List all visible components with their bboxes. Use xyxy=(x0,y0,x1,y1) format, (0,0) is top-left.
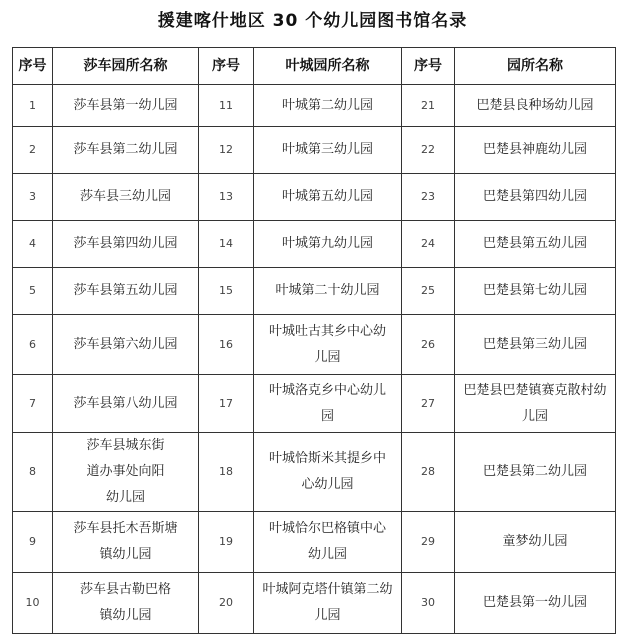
shache-name-cell xyxy=(53,221,199,268)
shache-name-cell-text: 莎车县第六幼儿园 xyxy=(73,336,178,352)
seq-cell-1 xyxy=(13,573,53,634)
bachu-name-cell-text: 巴楚县第二幼儿园 xyxy=(482,464,587,479)
seq-cell-2-text: 17 xyxy=(219,396,233,410)
table-row xyxy=(13,127,616,174)
bachu-name-cell xyxy=(455,221,616,268)
seq-cell-2 xyxy=(199,315,254,375)
bachu-name-cell-text: 巴楚县神鹿幼儿园 xyxy=(482,142,587,157)
bachu-name-cell-text: 巴楚县第四幼儿园 xyxy=(482,189,587,204)
seq-cell-3 xyxy=(402,221,455,268)
yecheng-name-cell xyxy=(254,174,402,221)
seq-cell-3 xyxy=(402,512,455,573)
bachu-name-cell xyxy=(455,315,616,375)
seq-cell-3-text: 23 xyxy=(421,190,435,203)
seq-cell-3-text: 30 xyxy=(421,596,435,609)
yecheng-name-cell xyxy=(254,221,402,268)
seq-cell-1 xyxy=(13,268,53,315)
seq-cell-2-text: 11 xyxy=(219,98,233,112)
seq-cell-1 xyxy=(13,127,53,174)
seq-cell-2 xyxy=(199,512,254,573)
header-shache-name: 莎车园所名称 xyxy=(53,48,199,85)
seq-cell-2-text: 20 xyxy=(219,596,233,609)
seq-cell-2-text: 14 xyxy=(219,237,233,250)
seq-cell-1 xyxy=(13,375,53,433)
header-name: 园所名称 xyxy=(455,48,616,85)
table-row xyxy=(13,268,616,315)
shache-name-cell-text: 莎车县第四幼儿园 xyxy=(73,236,178,251)
seq-cell-2 xyxy=(199,573,254,634)
header-seq-1: 序号 xyxy=(13,48,53,85)
yecheng-name-cell-text: 叶城第九幼儿园 xyxy=(281,236,373,251)
table-row xyxy=(13,512,616,573)
seq-cell-1 xyxy=(13,433,53,512)
seq-cell-3 xyxy=(402,174,455,221)
seq-cell-1-text: 9 xyxy=(29,535,36,548)
header-seq-2: 序号 xyxy=(199,48,254,85)
table-row xyxy=(13,85,616,127)
seq-cell-3-text: 21 xyxy=(421,98,435,112)
header-yecheng-name: 叶城园所名称 xyxy=(254,48,402,85)
seq-cell-2-text: 13 xyxy=(219,190,233,203)
seq-cell-1-text: 6 xyxy=(29,337,36,351)
table-row xyxy=(13,315,616,375)
seq-cell-2-text: 15 xyxy=(219,284,233,297)
yecheng-name-cell-text: 叶城洛克乡中心幼儿园 xyxy=(269,382,387,424)
shache-name-cell xyxy=(53,127,199,174)
seq-cell-2 xyxy=(199,221,254,268)
yecheng-name-cell xyxy=(254,315,402,375)
seq-cell-2 xyxy=(199,174,254,221)
seq-cell-1-text: 4 xyxy=(29,237,36,250)
seq-cell-3-text: 24 xyxy=(421,237,435,250)
seq-cell-2-text: 16 xyxy=(219,337,233,351)
seq-cell-2-text: 12 xyxy=(219,143,233,156)
bachu-name-cell-text: 巴楚县第七幼儿园 xyxy=(482,283,587,298)
yecheng-name-cell xyxy=(254,127,402,174)
seq-cell-3-text: 29 xyxy=(421,535,435,548)
shache-name-cell-text: 莎车县三幼儿园 xyxy=(79,189,171,204)
seq-cell-3-text: 26 xyxy=(421,337,435,351)
yecheng-name-cell-text: 叶城第二幼儿园 xyxy=(281,97,373,113)
shache-name-cell-text: 莎车县古勒巴格镇幼儿园 xyxy=(80,582,172,623)
seq-cell-1-text: 10 xyxy=(25,596,40,609)
bachu-name-cell xyxy=(455,85,616,127)
shache-name-cell-text: 莎车县城东街道办事处向阳幼儿园 xyxy=(86,438,165,505)
shache-name-cell xyxy=(53,433,199,512)
shache-name-cell xyxy=(53,268,199,315)
seq-cell-2 xyxy=(199,433,254,512)
yecheng-name-cell-text: 叶城恰尔巴格镇中心幼儿园 xyxy=(269,521,387,562)
seq-cell-1-text: 5 xyxy=(29,284,36,297)
yecheng-name-cell xyxy=(254,573,402,634)
bachu-name-cell-text: 巴楚县第三幼儿园 xyxy=(482,336,587,352)
yecheng-name-cell-text: 叶城第五幼儿园 xyxy=(281,189,373,204)
shache-name-cell xyxy=(53,315,199,375)
seq-cell-3 xyxy=(402,268,455,315)
bachu-name-cell xyxy=(455,512,616,573)
shache-name-cell xyxy=(53,573,199,634)
seq-cell-3-text: 22 xyxy=(421,143,435,156)
bachu-name-cell xyxy=(455,268,616,315)
seq-cell-1 xyxy=(13,221,53,268)
yecheng-name-cell xyxy=(254,85,402,127)
seq-cell-3-text: 25 xyxy=(421,284,435,297)
yecheng-name-cell-text: 叶城第三幼儿园 xyxy=(281,142,373,157)
seq-cell-1-text: 3 xyxy=(29,190,36,203)
bachu-name-cell-text: 童梦幼儿园 xyxy=(502,534,568,549)
yecheng-name-cell xyxy=(254,512,402,573)
seq-cell-1 xyxy=(13,85,53,127)
seq-cell-1-text: 2 xyxy=(29,143,36,156)
shache-name-cell-text: 莎车县托木吾斯塘镇幼儿园 xyxy=(73,521,178,562)
shache-name-cell-text: 莎车县第一幼儿园 xyxy=(73,97,178,113)
shache-name-cell-text: 莎车县第五幼儿园 xyxy=(73,283,178,298)
seq-cell-1 xyxy=(13,174,53,221)
seq-cell-3 xyxy=(402,85,455,127)
yecheng-name-cell xyxy=(254,375,402,433)
bachu-name-cell xyxy=(455,174,616,221)
bachu-name-cell xyxy=(455,433,616,512)
seq-cell-1-text: 1 xyxy=(29,98,36,112)
seq-cell-3 xyxy=(402,375,455,433)
shache-name-cell-text: 莎车县第二幼儿园 xyxy=(73,142,178,157)
seq-cell-3-text: 28 xyxy=(421,465,435,478)
seq-cell-3 xyxy=(402,315,455,375)
seq-cell-1-text: 8 xyxy=(29,465,36,478)
seq-cell-3 xyxy=(402,433,455,512)
seq-cell-2-text: 18 xyxy=(219,465,233,478)
yecheng-name-cell xyxy=(254,268,402,315)
page-title: 援建喀什地区 30 个幼儿园图书馆名录 xyxy=(157,11,468,31)
table-row xyxy=(13,573,616,634)
seq-cell-2-text: 19 xyxy=(219,535,233,548)
yecheng-name-cell-text: 叶城第二十幼儿园 xyxy=(275,283,380,298)
shache-name-cell-text: 莎车县第八幼儿园 xyxy=(73,395,178,411)
seq-cell-1 xyxy=(13,512,53,573)
table-row xyxy=(13,174,616,221)
yecheng-name-cell xyxy=(254,433,402,512)
bachu-name-cell-text: 巴楚县第一幼儿园 xyxy=(482,595,587,610)
shache-name-cell xyxy=(53,512,199,573)
bachu-name-cell xyxy=(455,375,616,433)
seq-cell-2 xyxy=(199,127,254,174)
yecheng-name-cell-text: 叶城阿克塔什镇第二幼儿园 xyxy=(262,582,393,623)
seq-cell-3 xyxy=(402,573,455,634)
yecheng-name-cell-text: 叶城恰斯米其提乡中心幼儿园 xyxy=(269,451,387,492)
seq-cell-2 xyxy=(199,375,254,433)
bachu-name-cell-text: 巴楚县巴楚镇赛克散村幼儿园 xyxy=(463,382,607,424)
shache-name-cell xyxy=(53,375,199,433)
yecheng-name-cell-text: 叶城吐古其乡中心幼儿园 xyxy=(269,323,387,365)
bachu-name-cell xyxy=(455,573,616,634)
seq-cell-1 xyxy=(13,315,53,375)
bachu-name-cell-text: 巴楚县第五幼儿园 xyxy=(482,236,587,251)
header-seq-3: 序号 xyxy=(402,48,455,85)
table-row xyxy=(13,221,616,268)
shache-name-cell xyxy=(53,85,199,127)
seq-cell-2 xyxy=(199,85,254,127)
shache-name-cell xyxy=(53,174,199,221)
seq-cell-2 xyxy=(199,268,254,315)
seq-cell-1-text: 7 xyxy=(29,396,36,410)
table-row xyxy=(13,375,616,433)
bachu-name-cell xyxy=(455,127,616,174)
bachu-name-cell-text: 巴楚县良种场幼儿园 xyxy=(476,97,594,113)
seq-cell-3 xyxy=(402,127,455,174)
kindergarten-library-table xyxy=(12,47,616,634)
table-row xyxy=(13,433,616,512)
table-header-row xyxy=(13,48,616,85)
seq-cell-3-text: 27 xyxy=(421,396,435,410)
